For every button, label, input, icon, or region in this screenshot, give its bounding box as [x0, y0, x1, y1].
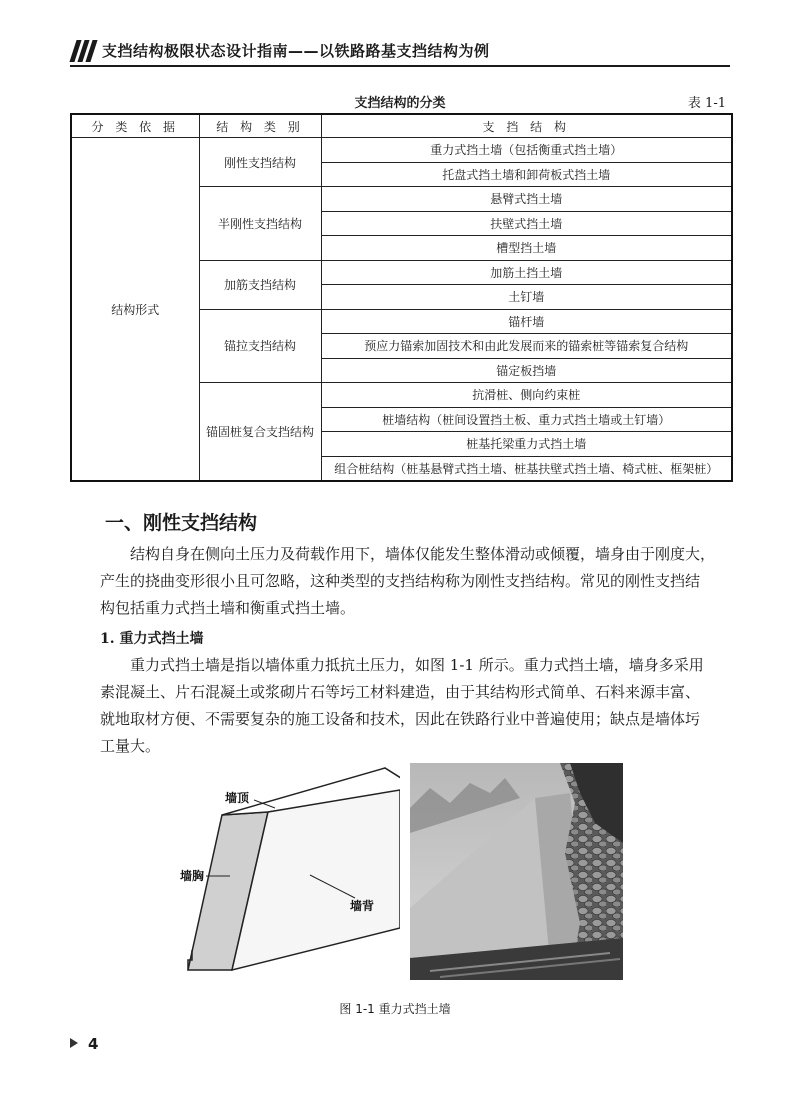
structure-cell: 桩墙结构（桩间设置挡土板、重力式挡土墙或土钉墙）: [321, 407, 732, 432]
structure-cell: 土钉墙: [321, 285, 732, 310]
structure-cell: 锚定板挡墙: [321, 358, 732, 383]
header-structure: 支 挡 结 构: [321, 114, 732, 138]
label-wall-top: 墙顶: [225, 791, 250, 805]
sub-heading: 1. 重力式挡土墙: [100, 631, 204, 647]
gravity-wall-photo: [410, 763, 623, 980]
table-title: 支挡结构的分类: [354, 96, 446, 111]
table-header-row: [71, 114, 732, 138]
structure-cell: 扶壁式挡土墙: [321, 211, 732, 236]
page-number-text: 4: [88, 1035, 99, 1053]
structure-cell: 托盘式挡土墙和卸荷板式挡土墙: [321, 162, 732, 187]
page-number: [70, 1035, 98, 1053]
header-category: 结 构 类 别: [199, 114, 321, 138]
structure-cell: 重力式挡土墙（包括衡重式挡土墙）: [321, 138, 732, 163]
header-bars-icon: [70, 40, 96, 62]
paragraph-line: 素混凝土、片石混凝土或浆砌片石等圬工材料建造，由于其结构形式简单、石料来源丰富、: [100, 683, 701, 701]
table-number: 表 1-1: [687, 96, 726, 111]
header-basis: 分 类 依 据: [71, 114, 199, 138]
structure-cell: 预应力锚索加固技术和由此发展而来的锚索桩等锚索复合结构: [321, 334, 732, 359]
paragraph-line: 重力式挡土墙是指以墙体重力抵抗土压力，如图 1-1 所示。重力式挡土墙，墙身多采用: [130, 656, 704, 674]
label-wall-back: 墙背: [350, 899, 375, 913]
paragraph-line: 构包括重力式挡土墙和衡重式挡土墙。: [100, 599, 356, 617]
paragraph-line: 就地取材方便、不需要复杂的施工设备和技术，因此在铁路行业中普遍使用；缺点是墙体圬: [100, 710, 701, 728]
classification-table: [70, 113, 733, 482]
figure-caption: 图 1-1 重力式挡土墙: [339, 1002, 451, 1016]
paragraph-gravity-wall: [100, 652, 730, 760]
structure-cell: 桩基托梁重力式挡土墙: [321, 432, 732, 457]
header-title: 支挡结构极限状态设计指南——以铁路路基支挡结构为例: [102, 42, 490, 60]
structure-cell: 锚杆墙: [321, 309, 732, 334]
category-cell: 半刚性支挡结构: [199, 187, 321, 261]
structure-cell: 抗滑桩、侧向约束桩: [321, 383, 732, 408]
paragraph-line: 工量大。: [100, 737, 161, 755]
paragraph-line: 产生的挠曲变形很小且可忽略，这种类型的支挡结构称为刚性支挡结构。常见的刚性支挡结: [100, 572, 701, 590]
category-cell: 加筋支挡结构: [199, 260, 321, 309]
structure-cell: 加筋土挡土墙: [321, 260, 732, 285]
label-wall-face: 墙胸: [180, 869, 205, 883]
paragraph-rigid-intro: [100, 541, 730, 622]
table-caption: [70, 92, 730, 112]
gravity-wall-diagram: [170, 760, 400, 990]
paragraph-line: 结构自身在侧向土压力及荷载作用下，墙体仅能发生整体滑动或倾覆，墙身由于刚度大，: [130, 545, 716, 563]
running-header: [70, 38, 730, 66]
basis-cell: 结构形式: [71, 138, 199, 482]
structure-cell: 组合桩结构（桩基悬臂式挡土墙、桩基扶壁式挡土墙、椅式桩、框架桩）: [321, 456, 732, 481]
section-heading: 一、刚性支挡结构: [105, 512, 258, 534]
header-rule: [70, 65, 730, 67]
category-cell: 刚性支挡结构: [199, 138, 321, 187]
page-marker-icon: [70, 1038, 78, 1048]
category-cell: 锚固桩复合支挡结构: [199, 383, 321, 482]
structure-cell: 悬臂式挡土墙: [321, 187, 732, 212]
structure-cell: 槽型挡土墙: [321, 236, 732, 261]
table-row: [71, 138, 732, 163]
category-cell: 锚拉支挡结构: [199, 309, 321, 383]
